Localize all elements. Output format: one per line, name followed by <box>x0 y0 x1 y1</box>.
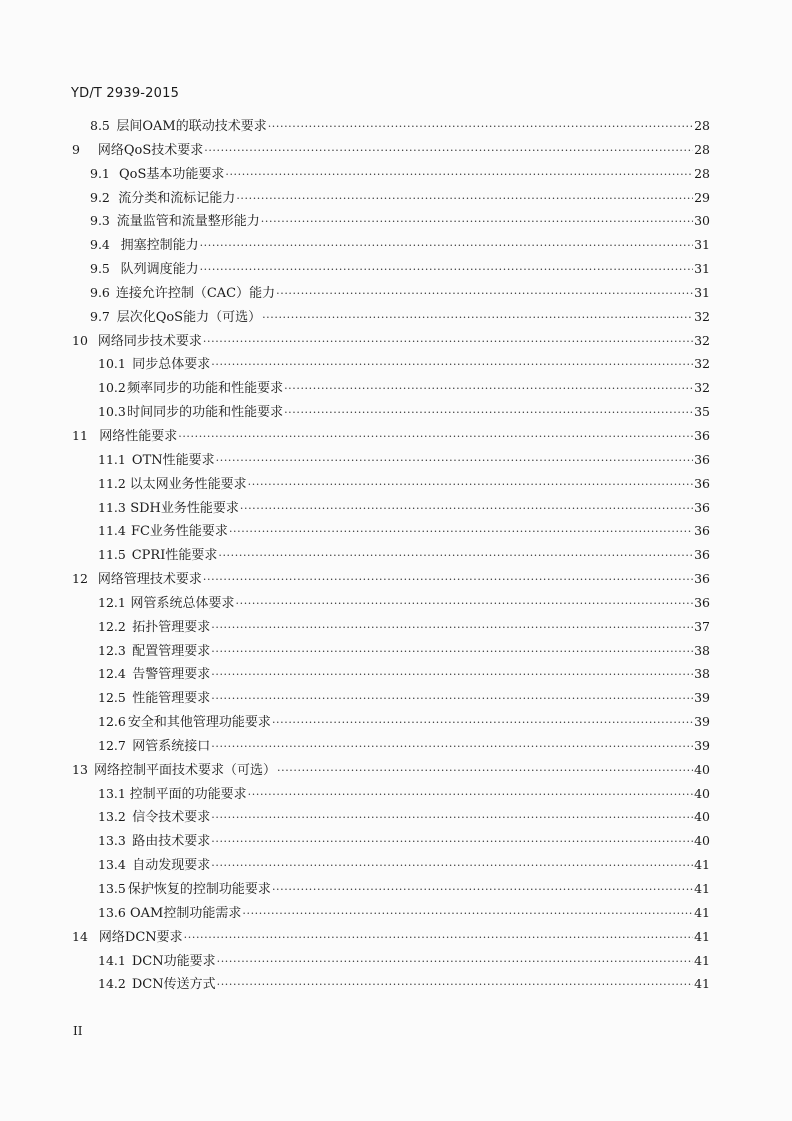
toc-entry[interactable] <box>72 400 710 424</box>
toc-entry-number: 11.5 <box>98 547 126 563</box>
toc-entry-page: 38 <box>694 642 710 658</box>
toc-entry[interactable] <box>72 639 710 663</box>
toc-leader-dots <box>236 592 694 616</box>
toc-leader-dots <box>203 568 693 592</box>
toc-entry-page: 31 <box>694 237 710 253</box>
toc-leader-dots <box>178 425 693 449</box>
toc-entry[interactable] <box>72 805 710 829</box>
toc-entry-title: 流分类和流标记能力 <box>118 190 236 206</box>
toc-leader-dots <box>248 783 693 807</box>
toc-leader-dots <box>218 544 693 568</box>
toc-entry-page: 30 <box>694 213 710 229</box>
toc-entry-page: 41 <box>694 976 710 992</box>
document-header: YD/T 2939-2015 <box>71 86 180 101</box>
toc-entry-number: 9 <box>72 141 80 157</box>
toc-entry-page: 41 <box>694 952 710 968</box>
toc-entry-title: 路由技术要求 <box>132 834 211 850</box>
toc-entry-number: 14.2 <box>98 976 126 992</box>
toc-entry-number: 9.5 <box>90 261 110 277</box>
toc-leader-dots <box>200 234 694 258</box>
toc-entry[interactable] <box>72 901 710 925</box>
toc-leader-dots <box>240 497 693 521</box>
toc-leader-dots <box>211 353 693 377</box>
toc-entry-title: 告警管理要求 <box>132 667 211 683</box>
toc-entry-number: 9.2 <box>90 189 110 205</box>
toc-entry-page: 28 <box>694 118 710 133</box>
toc-entry-title: 自动发现要求 <box>132 858 211 874</box>
toc-entry[interactable] <box>72 543 710 567</box>
toc-leader-dots <box>261 210 693 234</box>
toc-entry[interactable] <box>72 662 710 686</box>
toc-entry-number: 13 <box>72 761 88 777</box>
toc-leader-dots <box>211 806 693 830</box>
toc-leader-dots <box>284 377 693 401</box>
toc-entry-title: 网络同步技术要求 <box>97 333 202 349</box>
toc-entry-number: 13.2 <box>98 809 126 825</box>
toc-entry-page: 41 <box>694 904 710 920</box>
toc-entry-number: 11 <box>72 427 88 443</box>
toc-entry-number: 9.4 <box>90 237 110 253</box>
toc-entry-page: 36 <box>694 475 710 491</box>
toc-entry-page: 36 <box>694 523 710 539</box>
toc-leader-dots <box>242 902 693 926</box>
toc-entry[interactable] <box>72 496 710 520</box>
toc-entry-page: 36 <box>694 571 710 587</box>
toc-entry-number: 11.1 <box>98 451 126 467</box>
toc-entry[interactable] <box>72 925 710 949</box>
toc-entry-title: 网络管理技术要求 <box>97 572 202 588</box>
toc-entry-number: 10 <box>72 332 88 348</box>
toc-entry-number: 12.7 <box>98 737 126 753</box>
toc-leader-dots <box>236 187 693 211</box>
toc-leader-dots <box>211 854 693 878</box>
toc-entry-title: 以太网业务性能要求 <box>129 476 247 492</box>
toc-entry-title: 控制平面的功能要求 <box>129 786 247 802</box>
toc-entry-title: CPRI性能要求 <box>131 548 218 564</box>
toc-entry[interactable] <box>72 734 710 758</box>
toc-entry[interactable] <box>72 186 710 210</box>
toc-leader-dots <box>276 282 693 306</box>
toc-entry-title: FC业务性能要求 <box>130 524 228 540</box>
toc-leader-dots <box>262 306 693 330</box>
toc-leader-dots <box>217 950 693 974</box>
toc-entry-page: 40 <box>694 785 710 801</box>
toc-entry-title: 网络QoS技术要求 <box>97 142 204 158</box>
toc-entry-page: 32 <box>694 308 710 324</box>
toc-entry-page: 40 <box>694 761 710 777</box>
toc-entry-page: 38 <box>694 666 710 682</box>
toc-entry[interactable] <box>72 472 710 496</box>
toc-entry-title: 网络控制平面技术要求（可选） <box>93 762 276 778</box>
toc-entry-page: 32 <box>694 356 710 372</box>
toc-entry-page: 36 <box>694 547 710 563</box>
toc-entry-page: 29 <box>694 189 710 205</box>
toc-entry[interactable] <box>72 949 710 973</box>
toc-entry-page: 36 <box>694 594 710 610</box>
toc-entry-number: 11.2 <box>98 475 126 491</box>
table-of-contents <box>72 114 710 996</box>
toc-entry[interactable] <box>72 138 710 162</box>
toc-entry-number: 13.1 <box>98 785 126 801</box>
toc-entry[interactable] <box>72 424 710 448</box>
toc-leader-dots <box>229 520 693 544</box>
toc-entry[interactable] <box>72 114 710 138</box>
toc-entry-title: 拓扑管理要求 <box>132 619 211 635</box>
toc-leader-dots <box>211 640 693 664</box>
toc-leader-dots <box>216 449 693 473</box>
toc-entry[interactable] <box>72 448 710 472</box>
toc-entry-page: 28 <box>694 165 710 181</box>
toc-entry[interactable] <box>72 567 710 591</box>
toc-entry-number: 12.2 <box>98 618 126 634</box>
toc-leader-dots <box>225 163 693 187</box>
toc-leader-dots <box>211 663 693 687</box>
toc-entry-number: 13.6 <box>98 904 126 920</box>
toc-entry-page: 36 <box>694 499 710 515</box>
toc-entry[interactable] <box>72 710 710 734</box>
toc-entry[interactable] <box>72 233 710 257</box>
toc-entry[interactable] <box>72 829 710 853</box>
toc-entry[interactable] <box>72 162 710 186</box>
toc-leader-dots <box>211 830 693 854</box>
toc-entry-page: 41 <box>694 928 710 944</box>
toc-entry-title: OAM控制功能需求 <box>130 905 242 921</box>
toc-entry-title: DCN传送方式 <box>131 977 216 993</box>
toc-leader-dots <box>204 139 693 163</box>
toc-entry[interactable] <box>72 519 710 543</box>
toc-entry-number: 12.4 <box>98 666 126 682</box>
toc-entry-title: 保护恢复的控制功能要求 <box>127 882 271 897</box>
toc-entry-number: 10.2 <box>98 380 126 396</box>
toc-entry-number: 12 <box>72 571 88 587</box>
toc-entry[interactable] <box>72 209 710 233</box>
toc-entry-title: 拥塞控制能力 <box>120 238 199 254</box>
toc-entry-number: 10.1 <box>98 356 126 372</box>
toc-entry-title: 频率同步的功能和性能要求 <box>127 381 284 397</box>
toc-entry-number: 12.3 <box>98 642 126 658</box>
toc-leader-dots <box>272 878 693 902</box>
toc-entry-page: 39 <box>694 690 710 706</box>
toc-entry-title: 网络性能要求 <box>99 428 178 444</box>
toc-entry-page: 32 <box>694 332 710 348</box>
toc-leader-dots <box>268 115 693 139</box>
toc-entry-page: 36 <box>694 451 710 467</box>
toc-entry-title: OTN性能要求 <box>131 452 215 468</box>
toc-entry-number: 12.6 <box>98 714 126 730</box>
toc-entry[interactable] <box>72 329 710 353</box>
toc-leader-dots <box>248 473 693 497</box>
toc-entry[interactable] <box>72 758 710 782</box>
toc-entry-number: 9.7 <box>90 308 110 324</box>
toc-entry-number: 14.1 <box>98 952 126 968</box>
toc-entry-number: 9.1 <box>90 165 110 181</box>
toc-entry[interactable] <box>72 853 710 877</box>
toc-entry-number: 13.5 <box>98 881 126 896</box>
toc-entry[interactable] <box>72 686 710 710</box>
toc-entry-page: 32 <box>694 380 710 396</box>
toc-entry[interactable] <box>72 281 710 305</box>
toc-entry-page: 40 <box>694 809 710 825</box>
toc-entry-title: 配置管理要求 <box>132 643 211 659</box>
toc-entry-number: 13.3 <box>98 833 126 849</box>
toc-entry-page: 41 <box>694 857 710 873</box>
toc-leader-dots <box>217 973 693 997</box>
toc-entry-page: 37 <box>694 618 710 634</box>
toc-entry-title: DCN功能要求 <box>131 953 216 969</box>
toc-leader-dots <box>272 711 693 735</box>
toc-leader-dots <box>211 616 693 640</box>
toc-leader-dots <box>203 330 693 354</box>
toc-entry[interactable] <box>72 352 710 376</box>
toc-entry-title: 安全和其他管理功能要求 <box>127 715 271 731</box>
toc-entry-page: 39 <box>694 737 710 753</box>
toc-entry[interactable] <box>72 615 710 639</box>
toc-entry-title: QoS基本功能要求 <box>118 166 225 182</box>
toc-entry-title: 同步总体要求 <box>132 357 211 373</box>
toc-leader-dots <box>211 735 693 759</box>
toc-leader-dots <box>277 759 693 783</box>
toc-leader-dots <box>200 258 694 282</box>
toc-entry-number: 11.3 <box>98 499 126 515</box>
toc-entry[interactable] <box>72 972 710 996</box>
toc-entry[interactable] <box>72 591 710 615</box>
toc-entry-title: 队列调度能力 <box>120 262 199 278</box>
toc-entry-number: 12.1 <box>98 594 126 610</box>
toc-entry-page: 40 <box>694 833 710 849</box>
toc-entry-number: 14 <box>72 928 88 944</box>
toc-entry-title: 性能管理要求 <box>132 691 211 707</box>
toc-entry[interactable] <box>72 877 710 901</box>
toc-entry-title: 层间OAM的联动技术要求 <box>116 119 267 134</box>
toc-entry-title: 连接允许控制（CAC）能力 <box>115 285 276 301</box>
toc-entry-title: 流量监管和流量整形能力 <box>116 214 260 230</box>
toc-entry-title: 网管系统总体要求 <box>130 595 235 611</box>
toc-entry-page: 31 <box>694 261 710 277</box>
toc-entry-number: 8.5 <box>90 118 110 133</box>
toc-leader-dots <box>184 926 693 950</box>
toc-entry-title: 信令技术要求 <box>132 810 211 826</box>
toc-entry-title: SDH业务性能要求 <box>130 500 239 516</box>
toc-entry-page: 39 <box>694 714 710 730</box>
toc-entry-page: 36 <box>694 427 710 443</box>
page-number-footer: II <box>73 1024 83 1038</box>
toc-entry-number: 13.4 <box>98 857 126 873</box>
toc-entry-number: 12.5 <box>98 690 126 706</box>
toc-entry-number: 9.3 <box>90 213 110 229</box>
toc-leader-dots <box>284 401 693 425</box>
toc-entry-page: 35 <box>694 404 710 420</box>
toc-leader-dots <box>211 687 693 711</box>
toc-entry-page: 28 <box>694 141 710 157</box>
toc-entry-title: 网络DCN要求 <box>98 929 183 945</box>
toc-entry-title: 层次化QoS能力（可选） <box>116 309 262 325</box>
toc-entry-number: 11.4 <box>98 523 126 539</box>
toc-entry[interactable] <box>72 305 710 329</box>
toc-entry[interactable] <box>72 257 710 281</box>
toc-entry-title: 时间同步的功能和性能要求 <box>127 405 284 421</box>
toc-entry-page: 41 <box>694 881 710 896</box>
toc-entry-number: 10.3 <box>98 404 126 420</box>
toc-entry[interactable] <box>72 782 710 806</box>
toc-entry-number: 9.6 <box>90 284 110 300</box>
toc-entry[interactable] <box>72 376 710 400</box>
toc-entry-page: 31 <box>694 284 710 300</box>
toc-entry-title: 网管系统接口 <box>132 738 211 754</box>
